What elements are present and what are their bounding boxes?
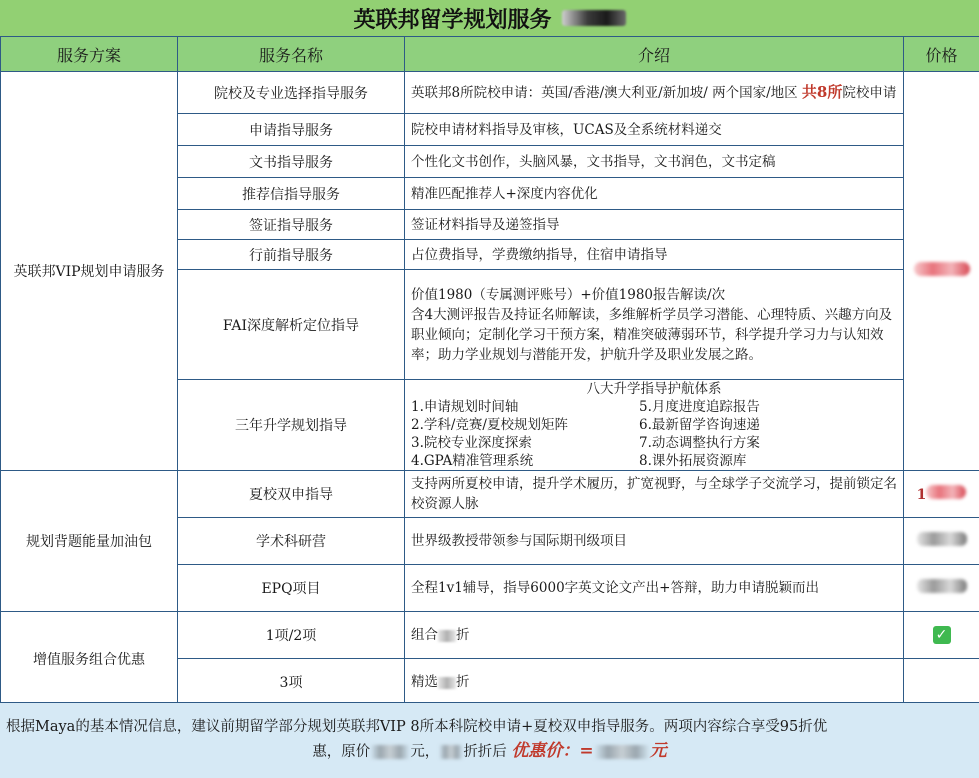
guide-item: 3.院校专业深度探索 [411, 435, 532, 451]
guide-item: 1.申请规划时间轴 [411, 399, 519, 415]
redacted-discount [438, 630, 456, 642]
service-intro: 世界级教授带领参与国际期刊级项目 [405, 518, 904, 565]
service-intro [405, 270, 904, 380]
promo-label: 优惠价：= [511, 741, 594, 761]
redacted-original-price [370, 745, 410, 759]
service-name: 文书指导服务 [178, 146, 405, 178]
service-name: 学术科研营 [178, 518, 405, 565]
recommendation-footer [0, 702, 979, 778]
service-intro [405, 72, 904, 114]
intro-line: 价值1980（专属测评账号）+价值1980报告解读/次 [411, 286, 726, 303]
check-icon: ✓ [933, 626, 951, 644]
service-name: 夏校双申指导 [178, 471, 405, 518]
footer-text: 惠，原价 [312, 744, 371, 760]
guide-item: 2.学科/竞赛/夏校规划矩阵 [411, 417, 568, 433]
header-intro: 介绍 [405, 37, 904, 72]
promo-price [511, 741, 666, 761]
table-row [1, 471, 979, 518]
service-name: EPQ项目 [178, 565, 405, 612]
redacted-discount [439, 745, 463, 759]
service-intro: 签证材料指导及递签指导 [405, 210, 904, 240]
guide-item: 7.动态调整执行方案 [639, 435, 760, 451]
service-intro: 支持两所夏校申请，提升学术履历，扩宽视野，与全球学子交流学习，提前锁定名校资源人脉 [405, 471, 904, 518]
redacted-price [926, 485, 966, 499]
redacted-discount [438, 677, 456, 689]
service-name: 签证指导服务 [178, 210, 405, 240]
guide-row [411, 416, 897, 434]
service-intro: 院校申请材料指导及审核，UCAS及全系统材料递交 [405, 114, 904, 146]
redacted-price [914, 262, 970, 276]
price-epq [904, 565, 979, 612]
service-intro [405, 612, 904, 659]
header-plan: 服务方案 [1, 37, 178, 72]
service-name: 行前指导服务 [178, 240, 405, 270]
footer-line-1: 根据Maya的基本情况信息，建议前期留学部分规划英联邦VIP 8所本科院校申请+夏校双申指导服务。两项内容综合享受95折优 [6, 719, 828, 735]
price-research [904, 518, 979, 565]
guide-title: 八大升学指导护航体系 [586, 381, 722, 397]
service-table [0, 36, 979, 706]
service-name: 院校及专业选择指导服务 [178, 72, 405, 114]
price-combo-3 [904, 659, 979, 706]
price-visible: 1 [916, 487, 927, 503]
service-name: 3项 [178, 659, 405, 706]
footer-text: 折折后 [463, 744, 507, 760]
table-row [1, 612, 979, 659]
service-name: 1项/2项 [178, 612, 405, 659]
table-row [1, 72, 979, 114]
price-summer [904, 471, 979, 518]
footer-text: 元， [410, 744, 440, 760]
header-price: 价格 [904, 37, 979, 72]
intro-text: 折 [456, 674, 470, 690]
intro-text: 折 [456, 627, 470, 643]
guide-row [411, 452, 897, 470]
redacted-price [917, 579, 967, 593]
page-title [0, 0, 979, 37]
promo-unit: 元 [649, 741, 667, 761]
service-name: FAI深度解析定位指导 [178, 270, 405, 380]
intro-text: 组合 [411, 627, 438, 643]
footer-line-2 [6, 739, 973, 764]
price-vip [904, 72, 979, 471]
highlight-count: 共8所 [801, 83, 843, 101]
guide-item: 6.最新留学咨询速递 [639, 417, 760, 433]
redacted-title-suffix [562, 10, 626, 26]
plan-vip: 英联邦VIP规划申请服务 [1, 72, 178, 471]
price-combo-1-2 [904, 612, 979, 659]
intro-text: 英联邦8所院校申请：英国/香港/澳大利亚/新加坡/ 两个国家/地区 [411, 85, 802, 101]
service-intro: 占位费指导，学费缴纳指导，住宿申请指导 [405, 240, 904, 270]
guide-list [405, 380, 904, 471]
service-intro: 全程1v1辅导，指导6000字英文论文产出+答辩，助力申请脱颖而出 [405, 565, 904, 612]
service-name: 申请指导服务 [178, 114, 405, 146]
intro-text: 精选 [411, 674, 438, 690]
guide-item: 4.GPA精准管理系统 [411, 453, 534, 469]
guide-row [411, 398, 897, 416]
plan-combo: 增值服务组合优惠 [1, 612, 178, 706]
guide-row [411, 434, 897, 452]
header-name: 服务名称 [178, 37, 405, 72]
service-name: 三年升学规划指导 [178, 380, 405, 471]
guide-item: 8.课外拓展资源库 [639, 453, 747, 469]
intro-text: 院校申请 [842, 85, 897, 101]
plan-boost: 规划背题能量加油包 [1, 471, 178, 612]
redacted-promo-price [594, 745, 650, 759]
table-header-row [1, 37, 979, 72]
service-name: 推荐信指导服务 [178, 178, 405, 210]
redacted-price [917, 532, 967, 546]
service-intro: 个性化文书创作，头脑风暴，文书指导，文书润色，文书定稿 [405, 146, 904, 178]
guide-item: 5.月度进度追踪报告 [639, 399, 760, 415]
intro-line: 含4大测评报告及持证名师解读，多维解析学员学习潜能、心理特质、兴趣方向及职业倾向；定制化学习干预方案，精准突破薄弱环节，科学提升学习力与认知效率；助力学业规划与潜能开发，护航升学及职业发展之路。 [411, 306, 893, 363]
service-intro: 精准匹配推荐人+深度内容优化 [405, 178, 904, 210]
page-title-text: 英联邦留学规划服务 [353, 6, 552, 33]
service-intro [405, 659, 904, 706]
